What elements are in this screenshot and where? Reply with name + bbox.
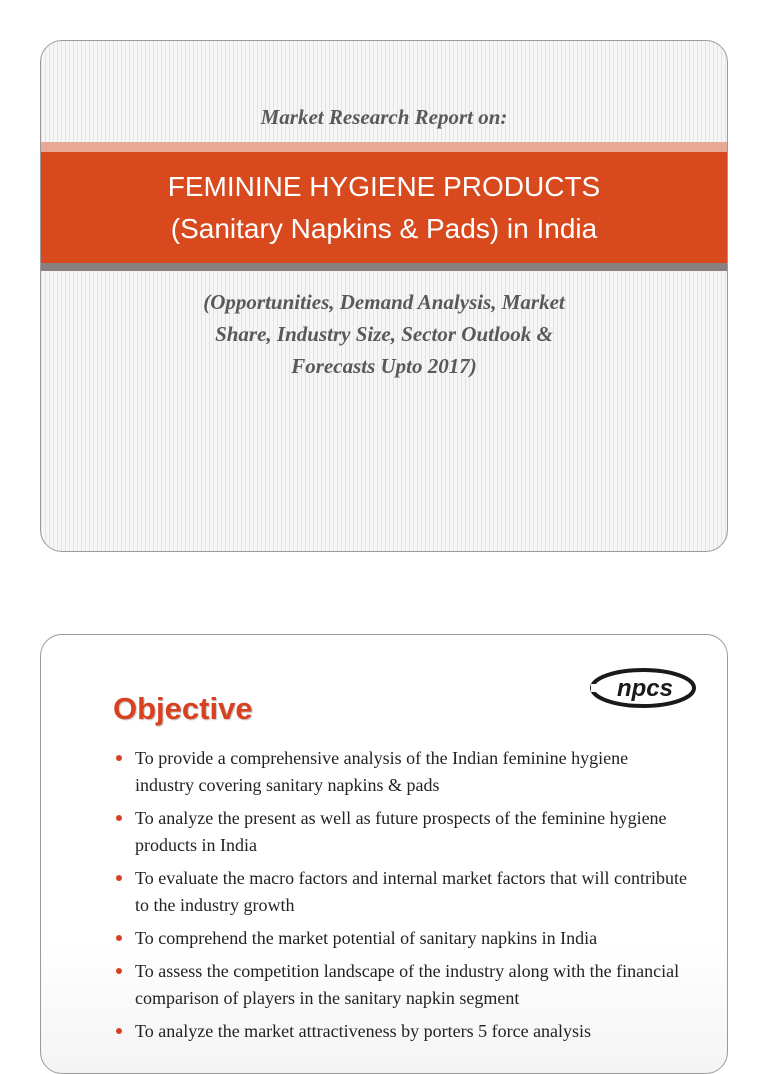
title-line-2: (Sanitary Napkins & Pads) in India xyxy=(170,213,598,244)
list-item: To assess the competition landscape of the industry along with the financial comparison of players in the sanitary napkin segment xyxy=(113,958,687,1012)
report-label: Market Research Report on: xyxy=(260,105,508,129)
logo-text: npcs xyxy=(616,675,674,702)
subtitle-line: Forecasts Upto 2017) xyxy=(291,354,477,378)
slide-heading: Objective xyxy=(113,691,253,726)
list-item: To analyze the market attractiveness by porters 5 force analysis xyxy=(113,1018,687,1045)
list-item: To analyze the present as well as future prospects of the feminine hygiene products in India xyxy=(113,805,687,859)
subtitle-line: Share, Industry Size, Sector Outlook & xyxy=(215,322,553,346)
subtitle-line: (Opportunities, Demand Analysis, Market xyxy=(203,290,565,314)
objective-list xyxy=(113,745,687,1051)
pink-stripe xyxy=(41,142,727,152)
title-line-1: FEMININE HYGIENE PRODUCTS xyxy=(167,171,601,202)
npcs-logo-icon xyxy=(589,667,697,709)
list-item: To evaluate the macro factors and internal market factors that will contribute to the industry growth xyxy=(113,865,687,919)
report-subtitle xyxy=(101,286,667,382)
title-banner xyxy=(41,152,727,263)
list-item: To comprehend the market potential of sanitary napkins in India xyxy=(113,925,687,952)
title-slide xyxy=(40,40,728,552)
objective-slide xyxy=(40,634,728,1074)
list-item: To provide a comprehensive analysis of the Indian feminine hygiene industry covering sanitary napkins & pads xyxy=(113,745,687,799)
gray-stripe xyxy=(41,263,727,271)
